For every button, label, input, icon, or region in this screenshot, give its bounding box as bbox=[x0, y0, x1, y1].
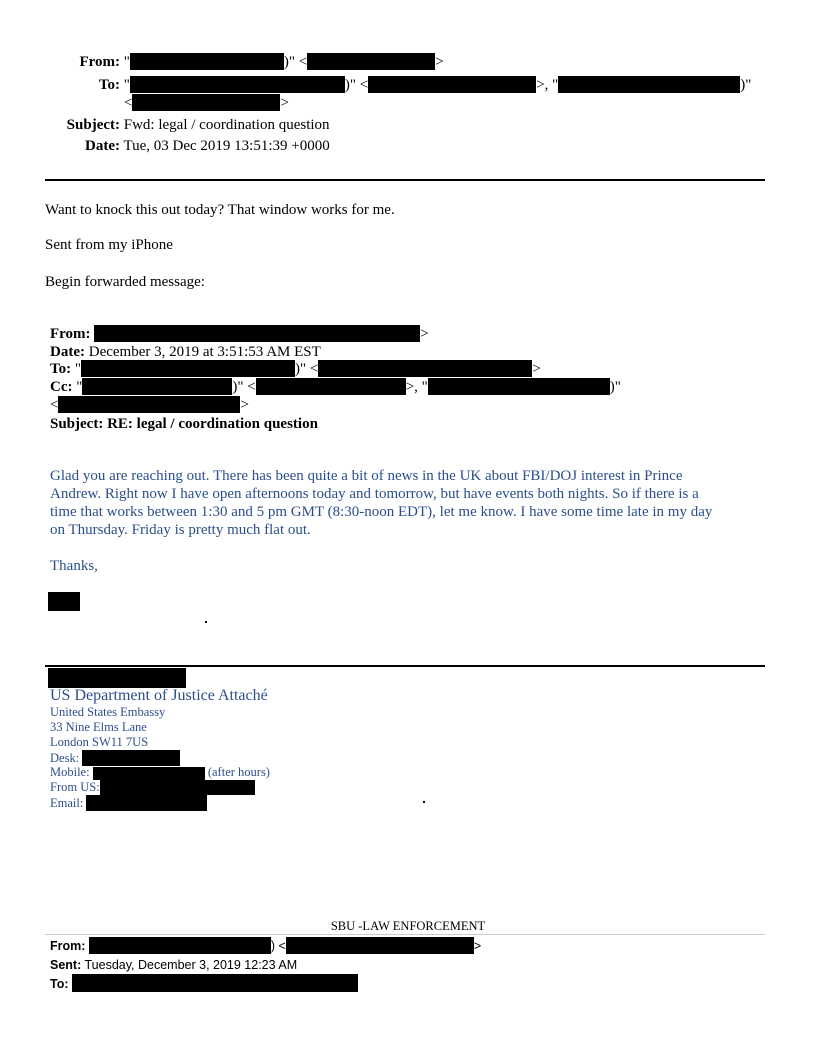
cc-label: Cc: bbox=[50, 379, 73, 395]
outer-to-line: To: " )" < >, " )" bbox=[48, 76, 751, 94]
body-line: Sent from my iPhone bbox=[45, 237, 173, 253]
body-line: Begin forwarded message: bbox=[45, 274, 205, 290]
fwd-cc-line-cont: < > bbox=[50, 397, 249, 413]
date-label: Date: bbox=[85, 138, 120, 154]
body-line: Want to knock this out today? That window works for me. bbox=[45, 202, 395, 218]
redaction bbox=[428, 378, 610, 395]
mobile-label: Mobile: bbox=[50, 765, 90, 779]
classification-marking: SBU -LAW ENFORCEMENT bbox=[330, 919, 486, 933]
sig-from-us bbox=[50, 780, 255, 795]
date-value: December 3, 2019 at 3:51:53 AM EST bbox=[88, 344, 321, 360]
redaction bbox=[72, 974, 358, 992]
redaction bbox=[318, 360, 532, 377]
to-label: To: bbox=[50, 977, 69, 991]
outer-to-line-cont: < > bbox=[124, 95, 289, 111]
date-value: Tue, 03 Dec 2019 13:51:39 +0000 bbox=[123, 138, 330, 154]
redaction bbox=[48, 592, 80, 611]
desk-label: Desk: bbox=[50, 751, 80, 765]
sig-title: US Department of Justice Attaché bbox=[50, 687, 268, 704]
redaction bbox=[48, 668, 186, 688]
from-label: From: bbox=[50, 939, 86, 953]
to-label: To: bbox=[50, 361, 72, 377]
header-divider bbox=[45, 179, 765, 181]
redaction bbox=[307, 53, 435, 70]
mobile-note: (after hours) bbox=[207, 765, 270, 779]
redaction bbox=[132, 94, 280, 111]
closing: Thanks, bbox=[50, 558, 98, 574]
from-us-label: From US: bbox=[50, 780, 100, 794]
subject-value: RE: legal / coordination question bbox=[107, 416, 318, 432]
outer-date-line bbox=[48, 137, 330, 155]
redaction bbox=[100, 780, 255, 795]
signature-divider bbox=[45, 665, 765, 667]
redaction bbox=[81, 360, 295, 377]
stray-dot bbox=[423, 801, 425, 803]
redaction bbox=[286, 937, 474, 954]
classification-divider bbox=[45, 934, 765, 935]
sent-label: Sent: bbox=[50, 958, 82, 972]
redaction bbox=[130, 76, 345, 93]
subject-label: Subject: bbox=[66, 117, 120, 133]
fwd-to-line: To: " )" < > bbox=[50, 361, 541, 377]
redaction bbox=[558, 76, 740, 93]
stray-dot bbox=[205, 621, 207, 623]
prior-to-line bbox=[50, 974, 358, 993]
redaction bbox=[82, 750, 180, 766]
message-line: Glad you are reaching out. There has been quite a bit of news in the UK about FBI/DOJ interest in Prince bbox=[50, 468, 683, 484]
fwd-date-line bbox=[50, 343, 321, 361]
redaction bbox=[130, 53, 284, 70]
sig-address: 33 Nine Elms Lane bbox=[50, 720, 147, 734]
redaction bbox=[58, 396, 240, 413]
prior-from-line: From: ) < > bbox=[50, 939, 482, 953]
message-line: Andrew. Right now I have open afternoons today and tomorrow, but have events both nights. So if there is a bbox=[50, 486, 699, 502]
to-label: To: bbox=[98, 77, 120, 93]
redaction bbox=[256, 378, 406, 395]
message-line: time that works between 1:30 and 5 pm GMT (8:30-noon EDT), let me know. I have some time late in my day bbox=[50, 504, 713, 520]
redaction bbox=[82, 378, 232, 395]
fwd-subject-line bbox=[50, 415, 318, 433]
sig-mobile bbox=[50, 765, 270, 780]
sent-value: Tuesday, December 3, 2019 12:23 AM bbox=[84, 958, 298, 972]
date-label: Date: bbox=[50, 344, 85, 360]
sig-email bbox=[50, 795, 207, 811]
sig-org: United States Embassy bbox=[50, 705, 166, 719]
outer-subject-line bbox=[48, 116, 330, 134]
sig-address: London SW11 7US bbox=[50, 735, 149, 749]
from-label: From: bbox=[79, 54, 120, 70]
sig-desk bbox=[50, 750, 180, 766]
subject-value: Fwd: legal / coordination question bbox=[123, 117, 330, 133]
fwd-from-line: From: > bbox=[50, 326, 429, 342]
redaction bbox=[368, 76, 536, 93]
redaction bbox=[94, 325, 420, 342]
subject-label: Subject: bbox=[50, 416, 104, 432]
redaction bbox=[89, 937, 271, 954]
outer-from-line: From: " )" < > bbox=[48, 53, 444, 71]
redaction bbox=[93, 767, 205, 780]
email-label: Email: bbox=[50, 796, 84, 810]
prior-sent-line bbox=[50, 956, 297, 974]
fwd-cc-line: Cc: " )" < >, " )" bbox=[50, 379, 621, 395]
from-label: From: bbox=[50, 326, 91, 342]
redaction bbox=[86, 795, 207, 811]
message-line: on Thursday. Friday is pretty much flat out. bbox=[50, 522, 311, 538]
